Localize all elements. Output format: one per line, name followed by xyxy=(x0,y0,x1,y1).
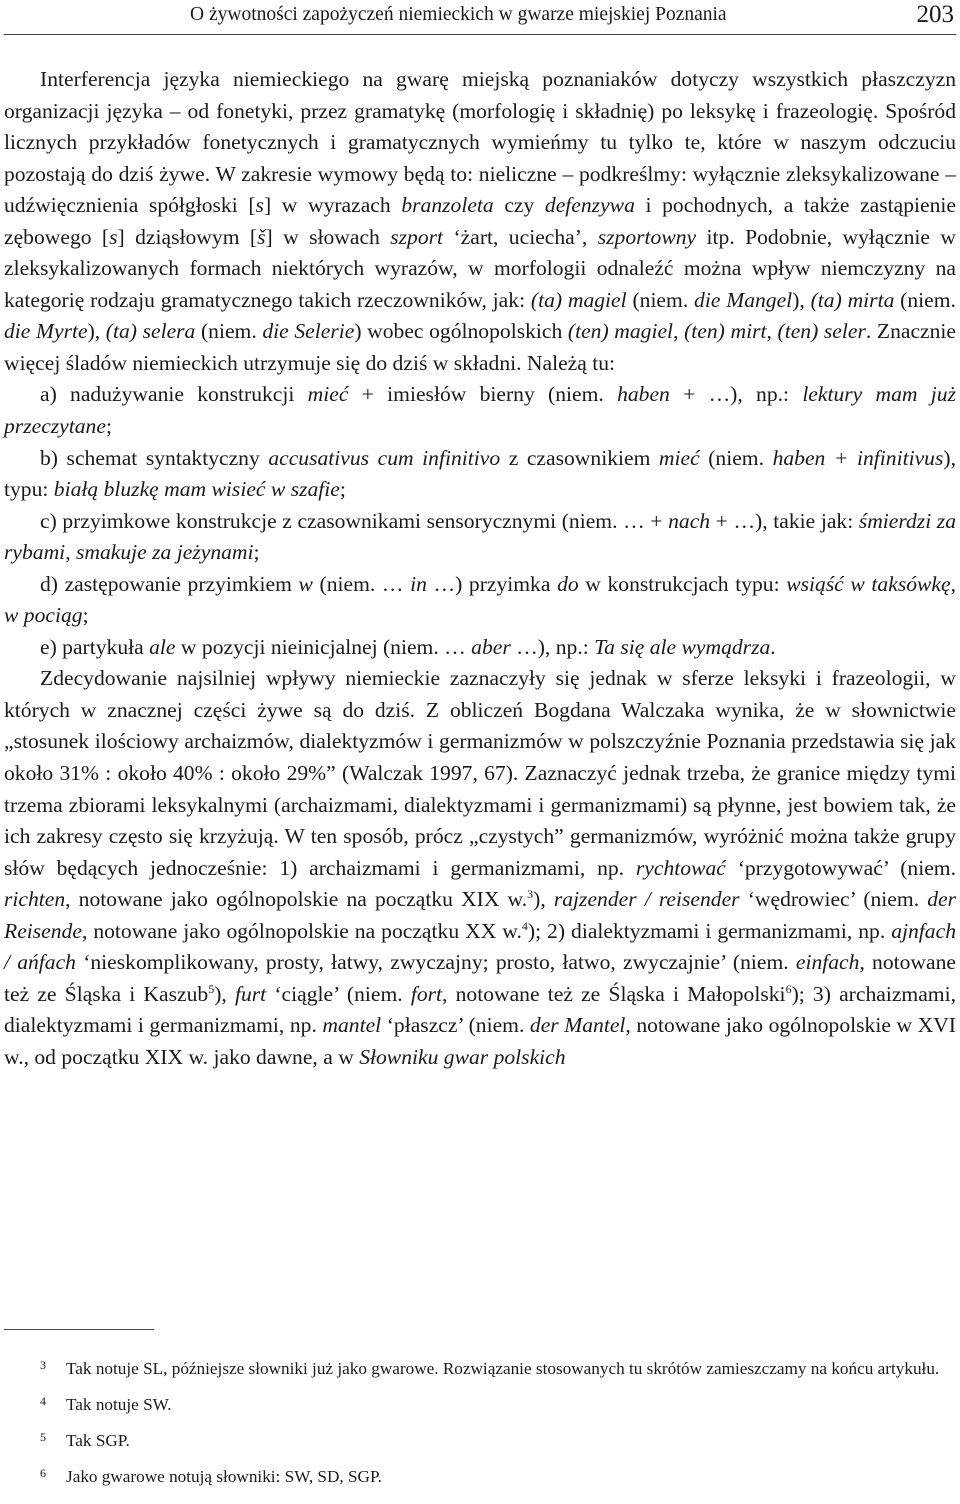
paragraph-intro: Interferencja języka niemieckiego na gwarę miejską poznaniaków dotyczy wszystkich płaszczyzn organizacji języka – od fonetyki, przez gramatykę (morfologię i składnię) po leksykę i frazeologię. Spośród licznych przykładów fonetycznych i gramatycznych wymieńmy tu tylko te, które w naszym odczuciu pozostają do dziś żywe. W zakresie wymowy będą to: nieliczne – podkreślmy: wyłącznie zleksykalizowane – udźwięcznienia spółgłoski [s] w wyrazach branzoleta czy defenzywa i pochodnych, a także zastąpienie zębowego [s] dziąsłowym [š] w słowach szport ‘żart, uciecha’, szportowny itp. Podobnie, wyłącznie w zleksykalizowanych formach niektórych wyrazów, w morfologii odnaleźć można wpływ niemczyzny na kategorię rodzaju gramatycznego takich rzeczowników, jak: (ta) magiel (niem. die Mangel), (ta) mirta (niem. die Myrte), (ta) selera (niem. die Selerie) wobec ogólnopolskich (ten) magiel, (ten) mirt, (ten) seler. Znacznie więcej śladów niemieckich utrzymuje się do dziś w składni. Należą tu: xyxy=(4,67,957,375)
footnote-number: 5 xyxy=(40,1430,46,1444)
footnote-number: 4 xyxy=(40,1394,46,1408)
footnote-text: Tak notuje SW. xyxy=(66,1395,172,1414)
list-item-c: c) przyimkowe konstrukcje z czasownikami sensorycznymi (niem. … + nach + …), takie jak: śmierdzi za rybami, smakuje za jeżynami; xyxy=(4,508,957,565)
footnote xyxy=(4,1422,956,1456)
footnote-number: 3 xyxy=(40,1358,46,1372)
footnote-number: 6 xyxy=(40,1466,46,1480)
footnotes xyxy=(4,1350,956,1492)
footnote xyxy=(4,1386,956,1420)
list-item-b: b) schemat syntaktyczny accusativus cum infinitivo z czasownikiem mieć (niem. haben + infinitivus), typu: białą bluzkę mam wisieć w szafie; xyxy=(4,445,956,502)
running-header xyxy=(4,0,956,35)
paragraph-lexis: Zdecydowanie najsilniej wpływy niemieckie zaznaczyły się jednak w sferze leksyki i frazeologii, w których w znacznej części żywe są do dziś. Z obliczeń Bogdana Walczaka wynika, że w słownictwie „stosunek ilościowy archaizmów, dialektyzmów i germanizmów w polszczyźnie Poznania przedstawia się jak około 31% : około 40% : około 29%” (Walczak 1997, 67). Zaznaczyć jednak trzeba, że granice między tymi trzema zbiorami leksykalnymi (archaizmami, dialektyzmami i germanizmami) są płynne, jest bowiem tak, że ich zakresy często się krzyżują. W ten sposób, prócz „czystych” germanizmów, wyróżnić można także grupy słów będących jednocześnie: 1) archaizmami i germanizmami, np. rychtować ‘przygotowywać’ (niem. richten, notowane jako ogólnopolskie na początku XIX w.$^3$), rajzender / reisender ‘wędrowiec’ (niem. der Reisende, notowane jako ogólnopolskie na początku XX w.$^4$); 2) dialektyzmami i germanizmami, np. ajnfach / ańfach ‘nieskomplikowany, prosty, łatwy, zwyczajny; prosto, łatwo, zwyczajnie’ (niem. einfach, notowane też ze Śląska i Kaszub$^5$), furt ‘ciągle’ (niem. fort, notowane też ze Śląska i Małopolski$^6$); 3) archaizmami, dialektyzmami i germanizmami, np. mantel ‘płaszcz’ (niem. der Mantel, notowane jako ogólnopolskie w XVI w., od początku XIX w. jako dawne, a w Słowniku gwar polskich xyxy=(4,666,957,1069)
page-number: 203 xyxy=(916,1,954,28)
running-title: O żywotności zapożyczeń niemieckich w gwarze miejskiej Poznania xyxy=(190,4,727,25)
footnote-text: Tak notuje SL, późniejsze słowniki już jako gwarowe. Rozwiązanie stosowanych tu skrótów zamieszczamy na końcu artykułu. xyxy=(66,1359,940,1378)
list-item-e: e) partykuła ale w pozycji nieinicjalnej (niem. … aber …), np.: Ta się ale wymądrza. xyxy=(40,634,776,659)
footnote-text: Jako gwarowe notują słowniki: SW, SD, SGP. xyxy=(66,1467,382,1486)
footnote xyxy=(4,1458,956,1492)
footnote xyxy=(4,1350,956,1384)
list-item-d: d) zastępowanie przyimkiem w (niem. … in …) przyimka do w konstrukcjach typu: wsiąść w taksówkę, w pociąg; xyxy=(4,571,956,628)
footnote-text: Tak SGP. xyxy=(66,1431,130,1450)
main-text xyxy=(4,64,956,1074)
footnote-separator xyxy=(4,1329,154,1330)
list-item-a: a) nadużywanie konstrukcji mieć + imiesłów bierny (niem. haben + …), np.: lektury mam już przeczytane; xyxy=(4,382,956,439)
